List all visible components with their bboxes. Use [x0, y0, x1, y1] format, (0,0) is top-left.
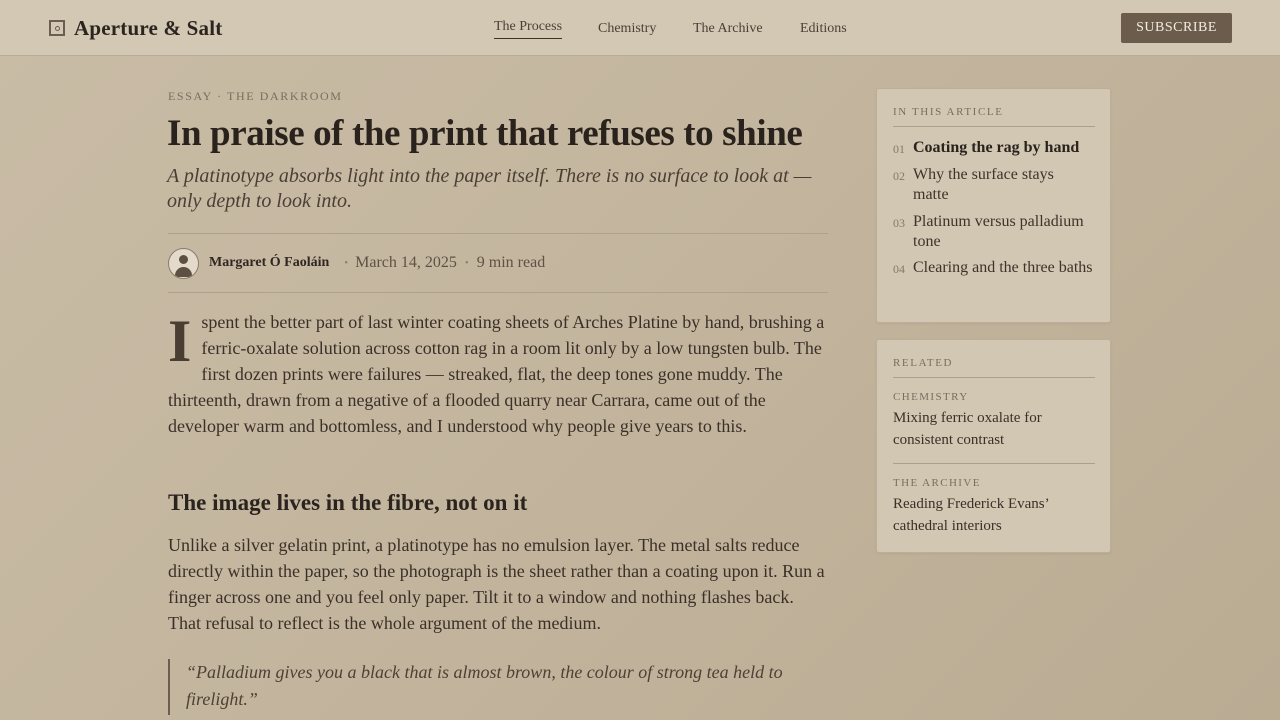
nav-the-process[interactable]: The Process — [494, 17, 562, 39]
toc-item-label: Clearing and the three baths — [913, 259, 1093, 276]
meta-separator: • — [464, 257, 469, 269]
toc-item-number: 01 — [893, 142, 905, 156]
byline-top-divider — [168, 233, 828, 234]
body-paragraph: Unlike a silver gelatin print, a platinotype has no emulsion layer. The metal salts reduce directly within the paper, so the photograph is the sheet rather than a coating upon it. Run a finger across one and you feel only paper. Tilt it to a window and nothing flashes back. That refusal to reflect is the whole argument of the medium. — [168, 535, 825, 633]
toc-label: IN THIS ARTICLE — [893, 106, 1004, 118]
site-header — [0, 0, 1280, 56]
related-divider — [893, 377, 1095, 378]
main-nav — [0, 17, 1280, 41]
lead-paragraph — [168, 309, 828, 439]
article-title: In praise of the print that refuses to shine — [167, 113, 803, 154]
toc-item[interactable] — [893, 138, 1093, 158]
toc-item-number: 04 — [893, 262, 905, 276]
related-category: CHEMISTRY — [893, 391, 969, 403]
drop-cap: I — [168, 308, 192, 374]
subscribe-button[interactable]: SUBSCRIBE — [1121, 13, 1232, 43]
toc-item[interactable] — [893, 258, 1093, 278]
byline — [168, 246, 545, 280]
brand-name: Aperture & Salt — [74, 15, 223, 40]
related-link[interactable]: Mixing ferric oxalate for consistent contrast — [893, 410, 1042, 448]
toc-item[interactable] — [893, 212, 1093, 251]
related-category: THE ARCHIVE — [893, 477, 981, 489]
related-link[interactable]: Reading Frederick Evans’ cathedral interiors — [893, 496, 1049, 534]
article-dek: A platinotype absorbs light into the paper itself. There is no surface to look at — only depth to look into. — [167, 165, 812, 212]
pull-quote: “Palladium gives you a black that is almost brown, the colour of strong tea held to firelight.” — [168, 659, 808, 715]
section-heading: The image lives in the fibre, not on it — [168, 490, 528, 515]
related-card — [876, 339, 1111, 553]
publish-date: March 14, 2025 — [355, 254, 457, 271]
toc-divider — [893, 126, 1095, 127]
read-time: 9 min read — [476, 254, 546, 271]
toc-item-label: Why the surface stays matte — [913, 166, 1054, 203]
related-label: RELATED — [893, 357, 954, 369]
toc-item-label: Platinum versus palladium tone — [913, 213, 1084, 250]
author-name[interactable]: Margaret Ó Faoláin — [209, 255, 330, 270]
nav-editions[interactable]: Editions — [800, 21, 847, 36]
nav-the-archive[interactable]: The Archive — [693, 21, 763, 36]
toc-item-number: 02 — [893, 169, 905, 183]
related-item-divider — [893, 463, 1095, 464]
article-kicker: ESSAY · THE DARKROOM — [168, 89, 343, 103]
lead-paragraph-text: spent the better part of last winter coating sheets of Arches Platine by hand, brushing a ferric-oxalate solution across cotton rag in a room lit only by a low tungsten bulb. The first dozen prints were failures — streaked, flat, the deep tones gone muddy. The thirteenth, drawn from a negative of a flooded quarry near Carrara, came out of the developer warm and bottomless, and I understood why people give years to this. — [168, 312, 825, 436]
toc-card — [876, 88, 1111, 323]
byline-bottom-divider — [168, 292, 828, 293]
toc-item[interactable] — [893, 165, 1093, 204]
meta-separator: • — [344, 257, 349, 269]
toc-item-label: Coating the rag by hand — [913, 139, 1080, 156]
author-avatar[interactable] — [168, 248, 199, 279]
nav-chemistry[interactable]: Chemistry — [598, 21, 657, 36]
toc-item-number: 03 — [893, 216, 905, 230]
